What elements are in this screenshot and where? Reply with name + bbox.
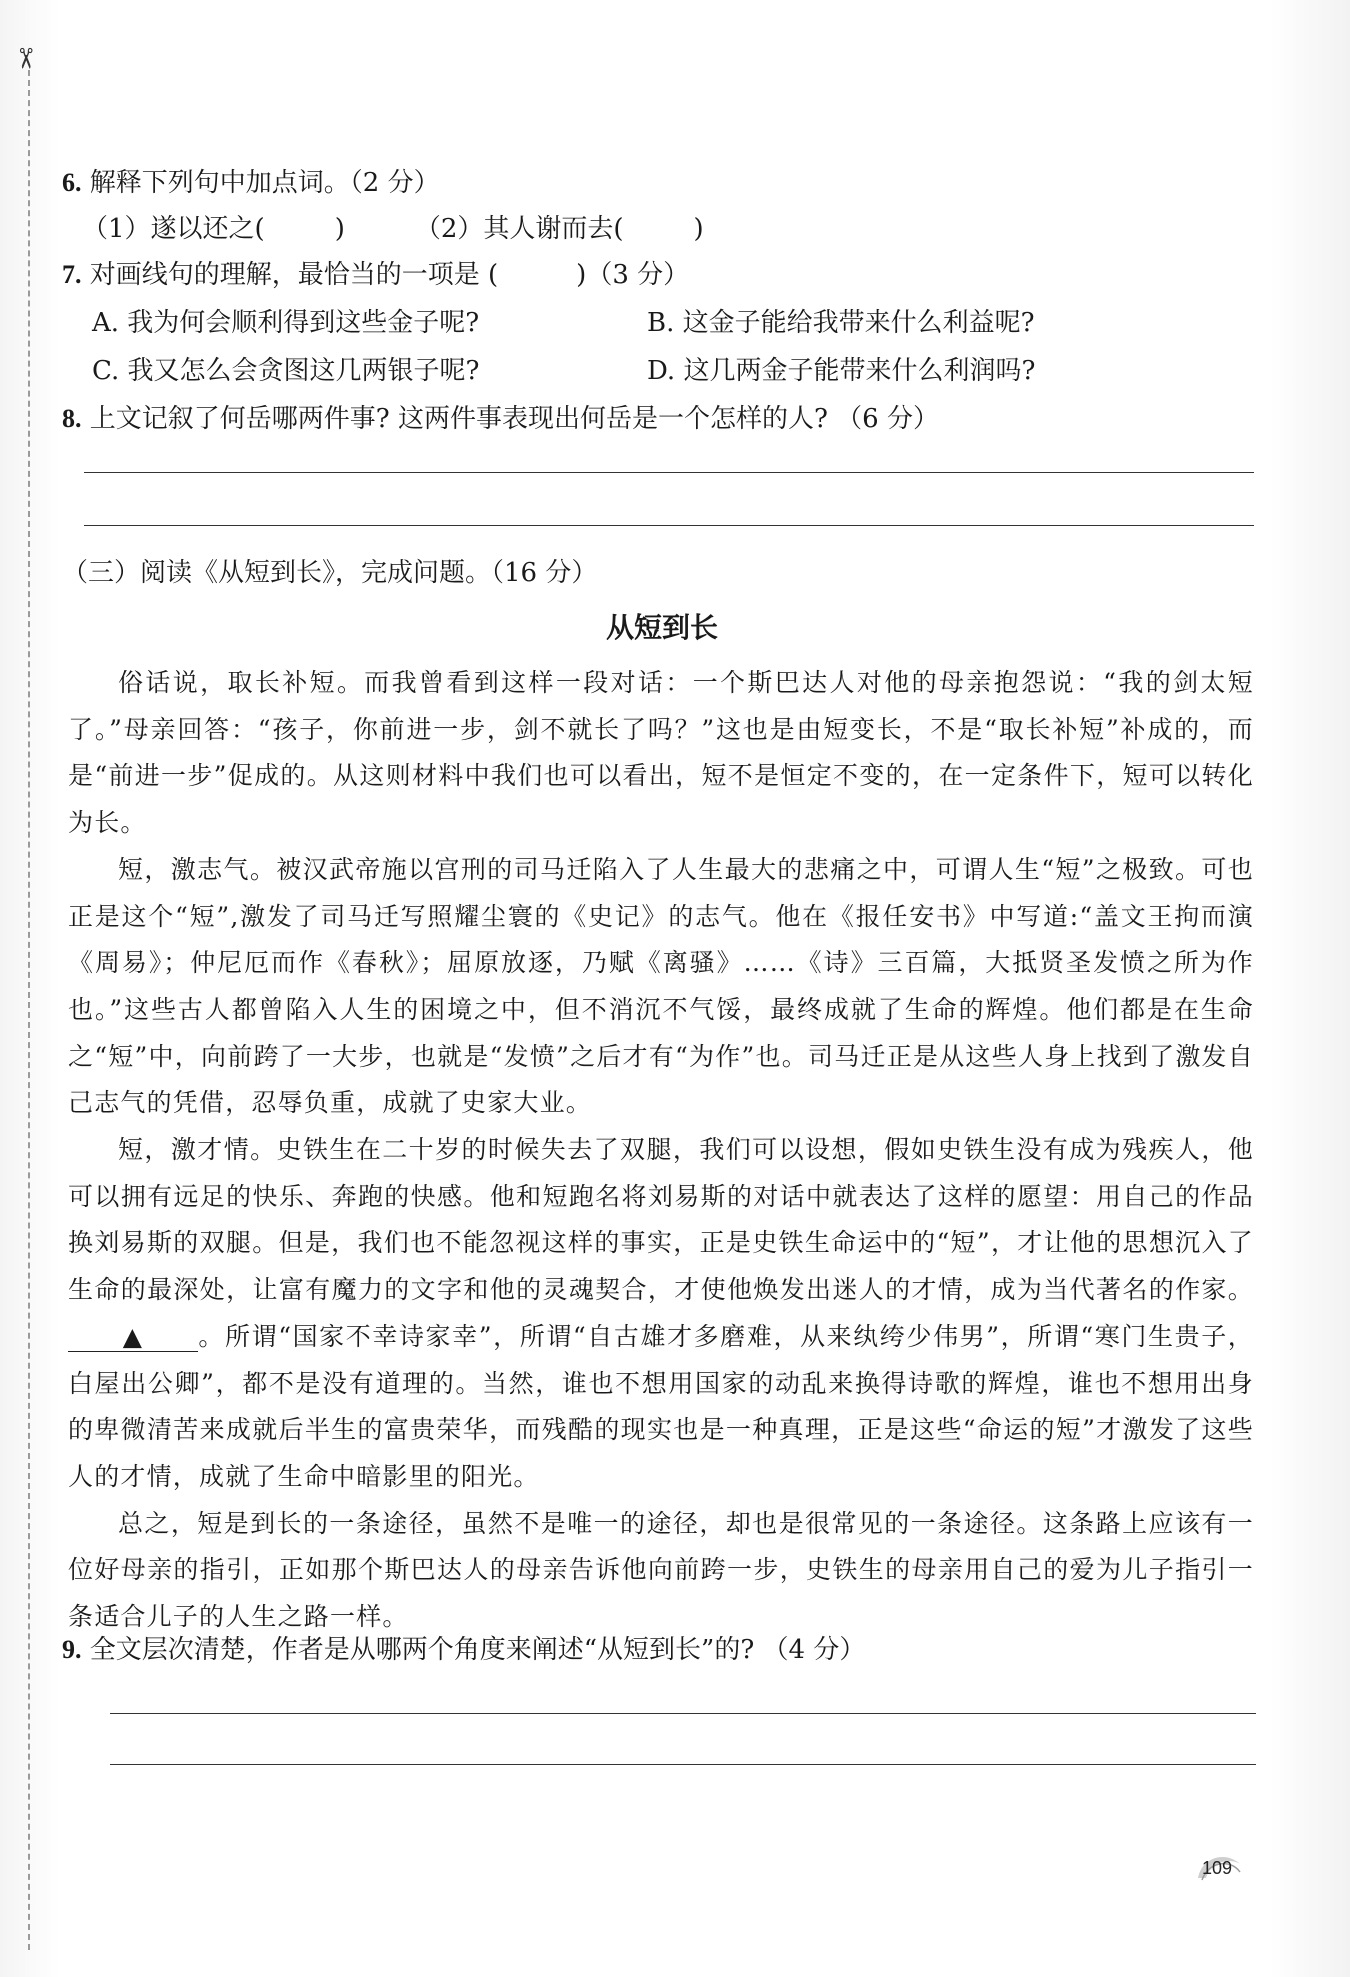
section-3-heading: （三）阅读《从短到长》，完成问题。（16 分） <box>62 558 598 588</box>
answer-line[interactable] <box>110 1764 1256 1765</box>
option-b[interactable]: B. 这金子能给我带来什么利益呢? <box>647 308 1035 338</box>
article-body <box>68 660 1254 1641</box>
page-number: 109 <box>1202 1858 1233 1878</box>
paragraph-2: 短，激志气。被汉武帝施以宫刑的司马迁陷入了人生最大的悲痛之中，可谓人生“短”之极致。可也正是这个“短”,激发了司马迁写照耀尘寰的《史记》的志气。他在《报任安书》中写道:“盖文王拘而演《周易》；仲尼厄而作《春秋》；屈原放逐，乃赋《离骚》……《诗》三百篇，大抵贤圣发愤之所为作也。”这些古人都曾陷入人生的困境之中，但不消沉不气馁，最终成就了生命的辉煌。他们都是在生命之“短”中，向前跨了一大步，也就是“发愤”之后才有“为作”也。司马迁正是从这些人身上找到了激发自己志气的凭借，忍辱负重，成就了史家大业。 <box>68 854 1254 1118</box>
paragraph-3-part-1: 短，激才情。史铁生在二十岁的时候失去了双腿，我们可以设想，假如史铁生没有成为残疾人，他可以拥有远足的快乐、奔跑的快感。他和短跑名将刘易斯的对话中就表达了这样的愿望：用自己的作品换刘易斯的双腿。但是，我们也不能忽视这样的事实，正是史铁生命运中的“短”，才让他的思想沉入了生命的最深处，让富有魔力的文字和他的灵魂契合，才使他焕发出迷人的才情，成为当代著名的作家。 <box>68 1135 1254 1305</box>
answer-line[interactable] <box>84 525 1254 526</box>
answer-line[interactable] <box>110 1713 1256 1714</box>
article-title: 从短到长 <box>605 611 718 644</box>
question-6 <box>62 160 440 206</box>
paragraph-1: 俗话说，取长补短。而我曾看到这样一段对话：一个斯巴达人对他的母亲抱怨说：“我的剑太短了。”母亲回答：“孩子，你前进一步，剑不就长了吗？”这也是由短变长，不是“取长补短”补成的，而是“前进一步”促成的。从这则材料中我们也可以看出，短不是恒定不变的，在一定条件下，短可以转化为长。 <box>68 668 1254 838</box>
paren-close: ) <box>334 214 345 244</box>
question-7 <box>62 252 689 298</box>
question-number: 8. <box>62 404 82 433</box>
question-text: 解释下列句中加点词。（2 分） <box>81 168 440 198</box>
question-6-subitems <box>82 206 704 252</box>
answer-line[interactable] <box>84 472 1254 473</box>
paragraph-3 <box>68 1127 1254 1501</box>
subitem-2: （2）其人谢而去( <box>414 214 624 244</box>
question-9 <box>62 1627 865 1673</box>
option-c[interactable]: C. 我又怎么会贪图这几两银子呢? <box>92 356 480 386</box>
question-number: 7. <box>62 260 82 289</box>
question-text: 对画线句的理解，最恰当的一项是 ( )（3 分） <box>81 260 690 290</box>
paragraph-3-part-2: 。所谓“国家不幸诗家幸”，所谓“自古雄才多磨难，从来纨绔少伟男”，所谓“寒门生贵子，白屋出公卿”，都不是没有道理的。当然，谁也不想用国家的动乱来换得诗歌的辉煌，谁也不想用出身的卑微清苦来成就后半生的富贵荣华，而残酷的现实也是一种真理，正是这些“命运的短”才激发了这些人的才情，成就了生命中暗影里的阳光。 <box>68 1321 1254 1491</box>
option-d[interactable]: D. 这几两金子能带来什么利润吗? <box>647 356 1036 386</box>
fill-in-blank[interactable] <box>68 1323 198 1352</box>
option-a[interactable]: A. 我为何会顺利得到这些金子呢? <box>92 308 480 338</box>
triangle-marker-icon: ▲ <box>122 1321 144 1351</box>
cut-line <box>28 70 30 1950</box>
question-8 <box>62 396 939 442</box>
paren-close: ) <box>693 214 704 244</box>
question-text: 上文记叙了何岳哪两件事? 这两件事表现出何岳是一个怎样的人? （6 分） <box>81 404 939 434</box>
subitem-1: （1）遂以还之( <box>82 214 265 244</box>
paragraph-4: 总之，短是到长的一条途径，虽然不是唯一的途径，却也是很常见的一条途径。这条路上应该有一位好母亲的指引，正如那个斯巴达人的母亲告诉他向前跨一步，史铁生的母亲用自己的爱为儿子指引一条适合儿子的人生之路一样。 <box>68 1508 1254 1632</box>
question-text: 全文层次清楚，作者是从哪两个角度来阐述“从短到长”的? （4 分） <box>81 1635 866 1665</box>
question-number: 6. <box>62 168 82 197</box>
question-number: 9. <box>62 1635 82 1664</box>
scissors-icon: ✂ <box>9 46 43 71</box>
